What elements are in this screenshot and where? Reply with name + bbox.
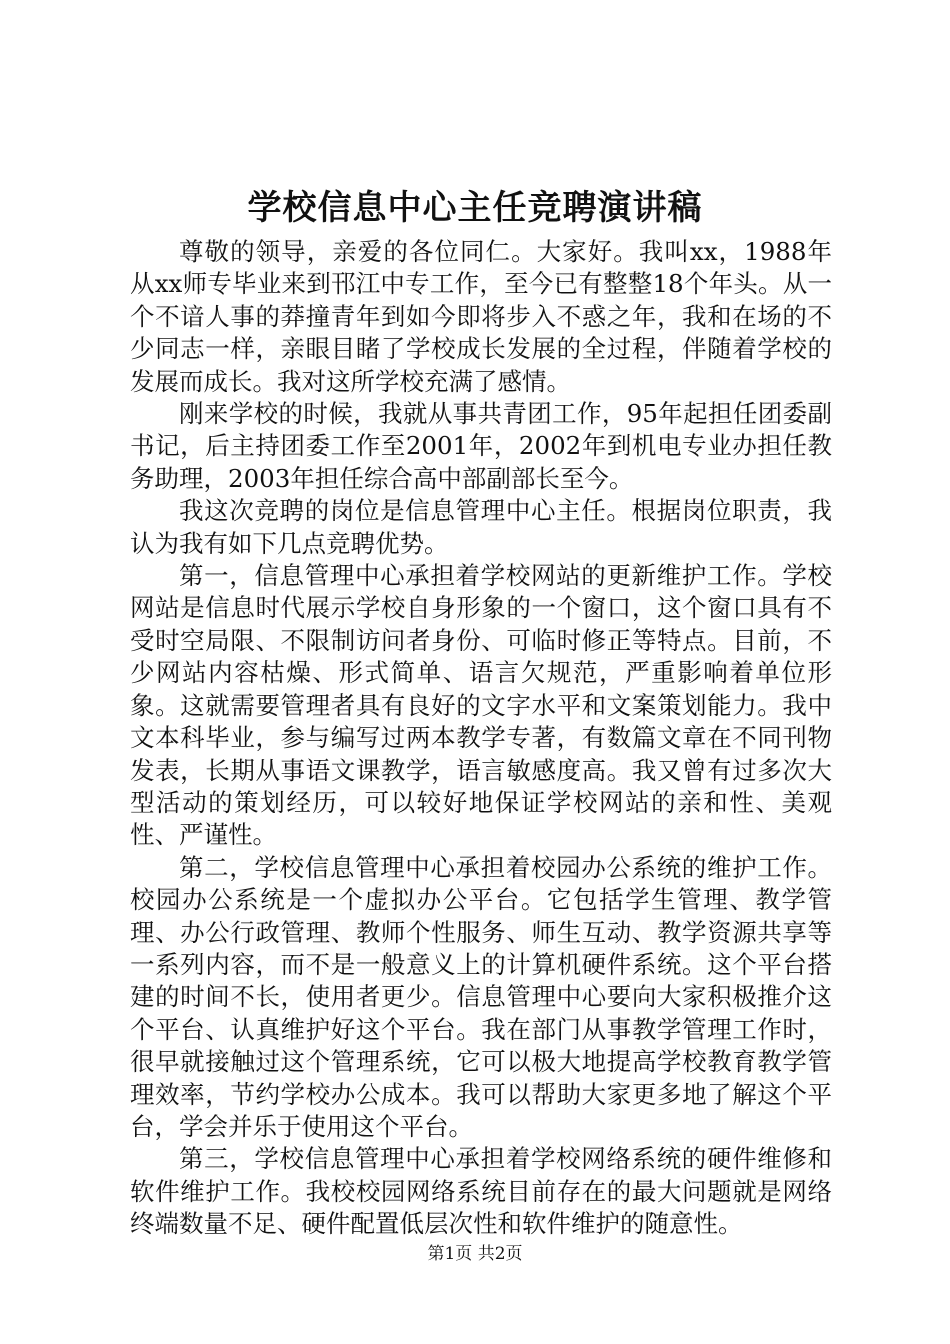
- paragraph-2: 刚来学校的时候，我就从事共青团工作，95年起担任团委副书记，后主持团委工作至2001年，2002年到机电专业办担任教务助理，2003年担任综合高中部副部长至今。: [130, 399, 832, 493]
- paragraph-5: 第二，学校信息管理中心承担着校园办公系统的维护工作。校园办公系统是一个虚拟办公平台。它包括学生管理、教学管理、办公行政管理、教师个性服务、师生互动、教学资源共享等一系列内容，而不是一般意义上的计算机硬件系统。这个平台搭建的时间不长，使用者更少。信息管理中心要向大家积极推介这个平台、认真维护好这个平台。我在部门从事教学管理工作时，很早就接触过这个管理系统，它可以极大地提高学校教育教学管理效率，节约学校办公成本。我可以帮助大家更多地了解这个平台，学会并乐于使用这个平台。: [130, 852, 832, 1141]
- document-body: [130, 236, 832, 1241]
- paragraph-1: 尊敬的领导，亲爱的各位同仁。大家好。我叫xx，1988年从xx师专毕业来到邗江中专工作，至今已有整整18个年头。从一个不谙人事的莽撞青年到如今即将步入不惑之年，我和在场的不少同志一样，亲眼目睹了学校成长发展的全过程，伴随着学校的发展而成长。我对这所学校充满了感情。: [130, 237, 832, 396]
- page-number-footer: 第1页 共2页: [427, 1244, 523, 1264]
- document-title: 学校信息中心主任竞聘演讲稿: [247, 188, 703, 228]
- paragraph-6: 第三，学校信息管理中心承担着学校网络系统的硬件维修和软件维护工作。我校校园网络系统目前存在的最大问题就是网络终端数量不足、硬件配置低层次性和软件维护的随意性。: [130, 1144, 832, 1239]
- paragraph-4: 第一，信息管理中心承担着学校网站的更新维护工作。学校网站是信息时代展示学校自身形象的一个窗口，这个窗口具有不受时空局限、不限制访问者身份、可临时修正等特点。目前，不少网站内容枯燥、形式简单、语言欠规范，严重影响着单位形象。这就需要管理者具有良好的文字水平和文案策划能力。我中文本科毕业，参与编写过两本教学专著，有数篇文章在不同刊物发表，长期从事语文课教学，语言敏感度高。我又曾有过多次大型活动的策划经历，可以较好地保证学校网站的亲和性、美观性、严谨性。: [130, 561, 832, 850]
- paragraph-3: 我这次竞聘的岗位是信息管理中心主任。根据岗位职责，我认为我有如下几点竞聘优势。: [130, 496, 832, 558]
